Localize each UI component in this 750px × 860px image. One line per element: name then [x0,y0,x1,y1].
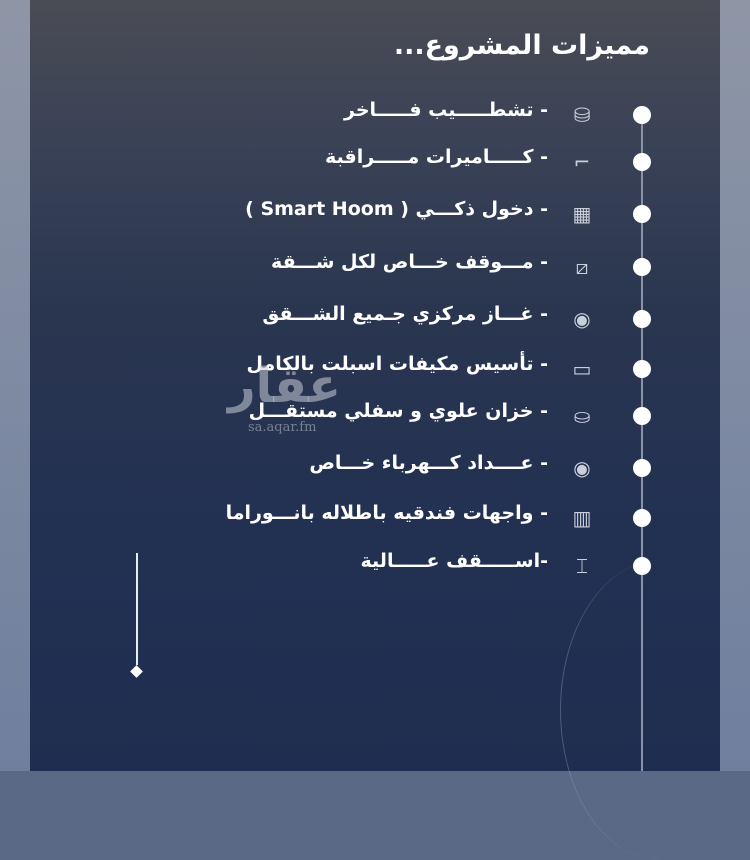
page-title: مميزات المشروع... [393,30,650,61]
feature-item [0,247,750,287]
feature-label: - كـــــاميرات مـــــراقبة [325,146,548,168]
feature-label: - دخول ذكـــي ( Smart Hoom ) [245,198,548,220]
feature-item [0,546,750,586]
smart-home-icon: ▦ [572,202,592,226]
feature-item [0,194,750,234]
timeline-dot [633,153,651,171]
timeline-dot [633,258,651,276]
watermark-url: sa.aqar.fm [248,420,317,435]
feature-label: - تأسيس مكيفات اسبلت بالكامل [246,353,548,375]
timeline-dot [633,407,651,425]
feature-label: - مـــوقف خـــاص لكل شـــقة [271,251,548,273]
feature-item [0,142,750,182]
watermark-logo: عقار [228,358,341,414]
cctv-camera-icon: ⌐ [573,150,591,174]
timeline-dot [633,205,651,223]
gas-meter-icon: ◉ [573,307,591,331]
timeline-dot [633,459,651,477]
high-ceiling-icon: ⌶ [576,554,588,578]
timeline-dot [633,106,651,124]
feature-item [0,396,750,436]
feature-label: - خزان علوي و سفلي مستقـــل [248,400,548,422]
furniture-icon: ⛁ [573,103,591,127]
feature-item [0,448,750,488]
building-facade-icon: ▥ [572,506,592,530]
timeline-dot [633,310,651,328]
timeline-dot [633,360,651,378]
electric-meter-icon: ◉ [573,456,591,480]
air-conditioner-icon: ▭ [572,357,592,381]
feature-label: - عــــداد كـــهرباء خـــاص [309,452,548,474]
feature-item [0,498,750,538]
water-tank-icon: ⛀ [573,404,591,428]
timeline-dot [633,509,651,527]
timeline-dot [633,557,651,575]
decorative-arc [560,560,750,860]
feature-label: - غـــاز مركزي جـميع الشـــقق [262,303,548,325]
feature-item [0,95,750,135]
decorative-line [136,553,138,665]
feature-label: - واجهات فندقيه باطلاله بانـــوراما [225,502,548,524]
feature-label: - تشطـــــيب فـــــاخر [344,99,548,121]
parking-icon: ⧄ [575,255,589,279]
feature-item [0,299,750,339]
feature-item [0,349,750,389]
feature-label: -اســـــقف عـــــالية [360,550,548,572]
